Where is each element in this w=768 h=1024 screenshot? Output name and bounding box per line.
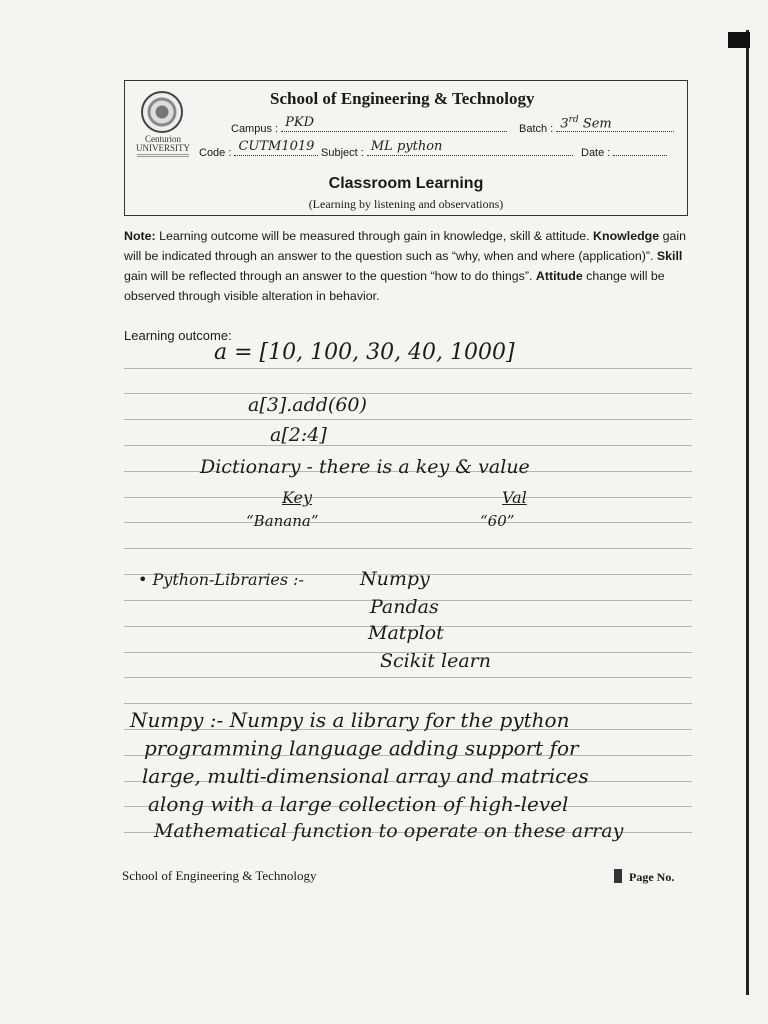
handwritten-line: a[2:4]: [270, 424, 327, 446]
batch-value: 3rd Sem: [560, 115, 612, 132]
ruled-line: [124, 368, 692, 369]
ruled-line: [124, 419, 692, 420]
school-title: School of Engineering & Technology: [270, 89, 535, 108]
library-item: Numpy: [360, 568, 430, 590]
numpy-paragraph-line: Numpy :- Numpy is a library for the python: [130, 708, 570, 732]
library-item: Pandas: [370, 596, 439, 618]
handwritten-line: a = [10, 100, 30, 40, 1000]: [214, 340, 515, 365]
library-item: Scikit learn: [380, 650, 491, 672]
header-box: [124, 80, 688, 216]
ruled-line: [124, 703, 692, 704]
logo-subtext: [133, 153, 193, 159]
subject-value: ML python: [370, 139, 443, 154]
handwritten-line: a[3].add(60): [248, 394, 367, 416]
seal-icon: [141, 91, 183, 133]
date-field: Date :: [581, 145, 667, 159]
ruled-line: [124, 677, 692, 678]
key-example: “Banana”: [246, 512, 319, 530]
ruled-line: [124, 445, 692, 446]
classroom-subtitle: (Learning by listening and observations): [308, 197, 504, 211]
campus-value: PKD: [285, 115, 315, 130]
note-paragraph: Note: Learning outcome will be measured through gain in knowledge, skill & attitude. Knowledge gain will be indicated through an answer to the question such as “why, when and where (application)”. Skill gain will be reflected through an answer to the question “how to do things”. Attitude change will be observed through visible alteration in behavior.: [124, 229, 687, 303]
libraries-heading: • Python-Libraries :-: [138, 570, 304, 589]
footer-school: School of Engineering & Technology: [122, 868, 317, 883]
campus-field: Campus : PKD: [231, 121, 507, 135]
numpy-paragraph-line: along with a large collection of high-level: [148, 792, 569, 816]
val-example: “60”: [480, 512, 515, 530]
code-value: CUTM1019: [238, 139, 315, 154]
numpy-paragraph-line: Mathematical function to operate on these array: [154, 820, 624, 842]
library-item: Matplot: [368, 622, 444, 644]
ruled-line: [124, 548, 692, 549]
batch-field: Batch : 3rd Sem: [519, 121, 674, 135]
numpy-paragraph-line: large, multi-dimensional array and matrices: [142, 764, 589, 788]
ruled-line: [124, 497, 692, 498]
scan-corner-mark: [728, 32, 750, 48]
university-logo: [133, 91, 193, 157]
handwritten-line: Dictionary - there is a key & value: [200, 456, 530, 478]
ruled-line: [124, 393, 692, 394]
code-field: Code : CUTM1019: [199, 145, 318, 159]
val-label: Val: [502, 488, 527, 507]
classroom-title: Classroom Learning: [328, 175, 484, 192]
page-edge: [746, 30, 749, 995]
learning-outcome-label: Learning outcome:: [124, 328, 232, 343]
key-label: Key: [282, 488, 313, 507]
page-marker-icon: [614, 869, 622, 883]
logo-text: Centurion UNIVERSITY: [136, 134, 190, 153]
ruled-line: [124, 522, 692, 523]
page-no-label: Page No.: [629, 870, 675, 884]
numpy-paragraph-line: programming language adding support for: [144, 736, 579, 760]
subject-field: Subject : ML python: [321, 145, 573, 159]
